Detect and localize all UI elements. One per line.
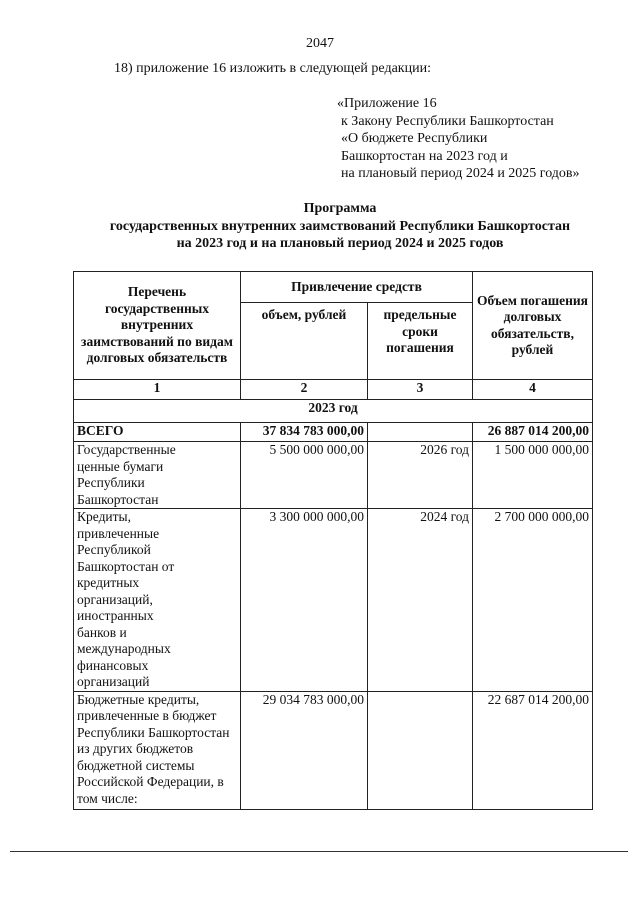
- column-number: 2: [241, 380, 368, 400]
- row-term: [368, 691, 473, 810]
- row-term: [368, 423, 473, 442]
- appendix-header: [337, 95, 580, 183]
- row-name: Государственные ценные бумаги Республики Башкортостан: [74, 442, 241, 509]
- row-volume: 37 834 783 000,00: [241, 423, 368, 442]
- table-row-total: [74, 423, 593, 442]
- document-title: [0, 200, 640, 253]
- intro-text: 18) приложение 16 изложить в следующей редакции:: [114, 61, 431, 76]
- row-repayment: 26 887 014 200,00: [473, 423, 593, 442]
- table-row: [74, 442, 593, 509]
- column-number: 1: [74, 380, 241, 400]
- row-term: 2026 год: [368, 442, 473, 509]
- row-repayment: 1 500 000 000,00: [473, 442, 593, 509]
- header-repayment-terms: предельные сроки погашения: [368, 303, 473, 380]
- appendix-line: на плановый период 2024 и 2025 годов»: [341, 166, 580, 181]
- page-bottom-rule: [10, 851, 628, 852]
- row-volume: 3 300 000 000,00: [241, 509, 368, 692]
- row-volume: 29 034 783 000,00: [241, 691, 368, 810]
- header-borrowing-types: Перечень государственных внутренних заимствований по видам долговых обязательств: [74, 272, 241, 380]
- appendix-line: Башкортостан на 2023 год и: [341, 148, 508, 164]
- column-number: 3: [368, 380, 473, 400]
- table-row: [74, 509, 593, 692]
- row-repayment: 22 687 014 200,00: [473, 691, 593, 810]
- table-header-row: [74, 272, 593, 303]
- row-volume: 5 500 000 000,00: [241, 442, 368, 509]
- row-name: Кредиты, привлеченные Республикой Башкортостан от кредитных организаций, иностранных банков и международных финансовых организаций: [74, 509, 241, 692]
- column-number: 4: [473, 380, 593, 400]
- title-line: государственных внутренних заимствований Республики Башкортостан: [109, 218, 571, 234]
- table-row: [74, 691, 593, 810]
- row-repayment: 2 700 000 000,00: [473, 509, 593, 692]
- column-number-row: [74, 380, 593, 400]
- appendix-line: к Закону Республики Башкортостан: [341, 113, 554, 129]
- appendix-line: «О бюджете Республики: [341, 131, 488, 146]
- appendix-line: «Приложение 16: [337, 96, 437, 111]
- year-label: 2023 год: [74, 400, 593, 423]
- title-line: Программа: [303, 201, 377, 216]
- title-line: на 2023 год и на плановый период 2024 и 2025 годов: [176, 236, 504, 251]
- page-number: 2047: [306, 36, 334, 51]
- row-name: Бюджетные кредиты, привлеченные в бюджет Республики Башкортостан из других бюджетов бюджетной системы Российской Федерации, в том числе:: [74, 691, 241, 810]
- header-attraction-group: Привлечение средств: [241, 272, 473, 303]
- row-name: ВСЕГО: [74, 423, 241, 442]
- year-row: [74, 400, 593, 423]
- header-repayment-volume: Объем погашения долговых обязательств, рублей: [473, 272, 593, 380]
- row-term: 2024 год: [368, 509, 473, 692]
- header-volume: объем, рублей: [241, 303, 368, 380]
- borrowing-program-table: [73, 271, 593, 810]
